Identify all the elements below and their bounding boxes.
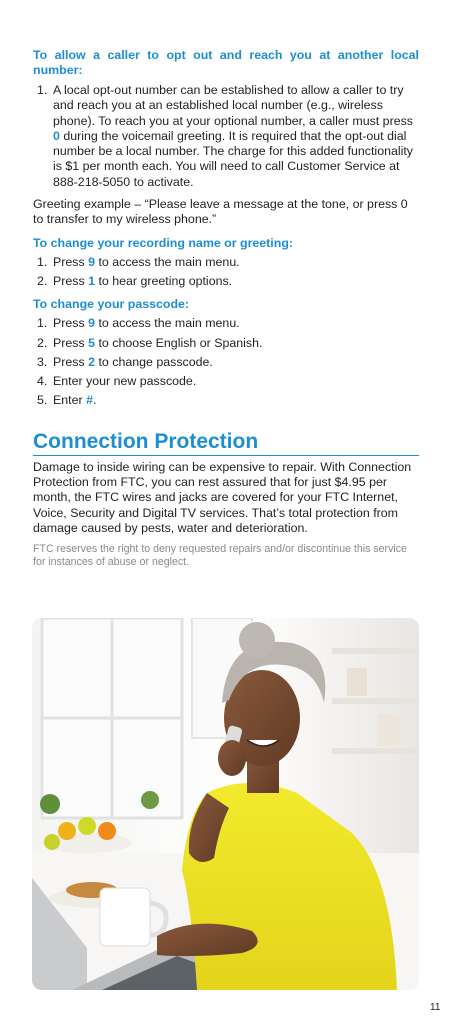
list-item	[33, 336, 419, 351]
woman-on-phone-photo	[32, 618, 419, 990]
step-pre: Press	[53, 273, 89, 288]
step-key: 1	[88, 273, 96, 288]
page-content	[33, 48, 419, 569]
step-key: 9	[88, 254, 96, 269]
disclaimer-note: FTC reserves the right to deny requested repairs and/or discontinue this service for instances of abuse or neglect.	[33, 543, 407, 569]
step-pre: Press	[53, 335, 89, 350]
step-number: 2.	[37, 273, 48, 288]
recording-steps	[33, 255, 419, 290]
step-key: 9	[88, 316, 96, 331]
step-number: 1.	[37, 254, 48, 269]
step-post: to hear greeting options.	[95, 273, 233, 288]
step-pre: Press	[53, 354, 89, 369]
item-text-b: during the voicemail greeting. It is required that the opt-out dial number be a local number. The charge for this added functionality is $1 per month each. You will need to call Customer Service at 888-218-5050 to activate.	[53, 128, 414, 189]
greeting-example: Greeting example – “Please leave a message at the tone, or press 0 to transfer to my wireless phone.”	[33, 197, 408, 227]
step-post: to choose English or Spanish.	[95, 335, 263, 350]
list-item	[33, 374, 419, 389]
step-pre: Press	[53, 316, 89, 331]
step-number: 3.	[37, 354, 48, 369]
page-number: 11	[430, 1002, 441, 1013]
step-pre: Enter	[53, 393, 87, 408]
step-number: 2.	[37, 335, 48, 350]
optout-heading: To allow a caller to opt out and reach you at another local number:	[33, 48, 419, 77]
optout-list	[33, 83, 419, 190]
step-key: #	[86, 393, 93, 408]
step-pre: Press	[53, 254, 89, 269]
list-item	[33, 316, 419, 331]
passcode-heading: To change your passcode:	[33, 297, 190, 312]
step-post: to access the main menu.	[95, 316, 240, 331]
list-item	[33, 393, 419, 408]
item-text-a: A local opt-out number can be established to allow a caller to try and reach you at an established local number (e.g., wireless phone). To reach you at your optional number, a caller must press	[53, 83, 413, 128]
item-number: 1.	[37, 83, 48, 97]
step-key: 2	[88, 354, 96, 369]
step-post: .	[92, 393, 97, 408]
passcode-steps	[33, 316, 419, 408]
step-number: 1.	[37, 316, 48, 331]
list-item	[33, 255, 419, 270]
list-item	[33, 274, 419, 289]
step-key: 5	[88, 335, 96, 350]
list-item	[33, 355, 419, 370]
list-item	[33, 83, 419, 190]
protection-body: Damage to inside wiring can be expensive to repair. With Connection Protection from FTC, you can rest assured that for just $4.95 per month, the FTC wires and jacks are covered for your FTC Internet, Voice, Security and Digital TV services. That’s total protection from damage caused by pests, water and deterioration.	[33, 459, 412, 535]
step-pre: Enter your new passcode.	[53, 374, 197, 389]
step-number: 4.	[37, 374, 48, 389]
section-title: Connection Protection	[33, 430, 419, 456]
recording-heading: To change your recording name or greeting:	[33, 235, 294, 250]
step-number: 5.	[37, 393, 48, 408]
step-post: to access the main menu.	[95, 254, 240, 269]
item-key: 0	[53, 128, 60, 143]
step-post: to change passcode.	[95, 354, 213, 369]
